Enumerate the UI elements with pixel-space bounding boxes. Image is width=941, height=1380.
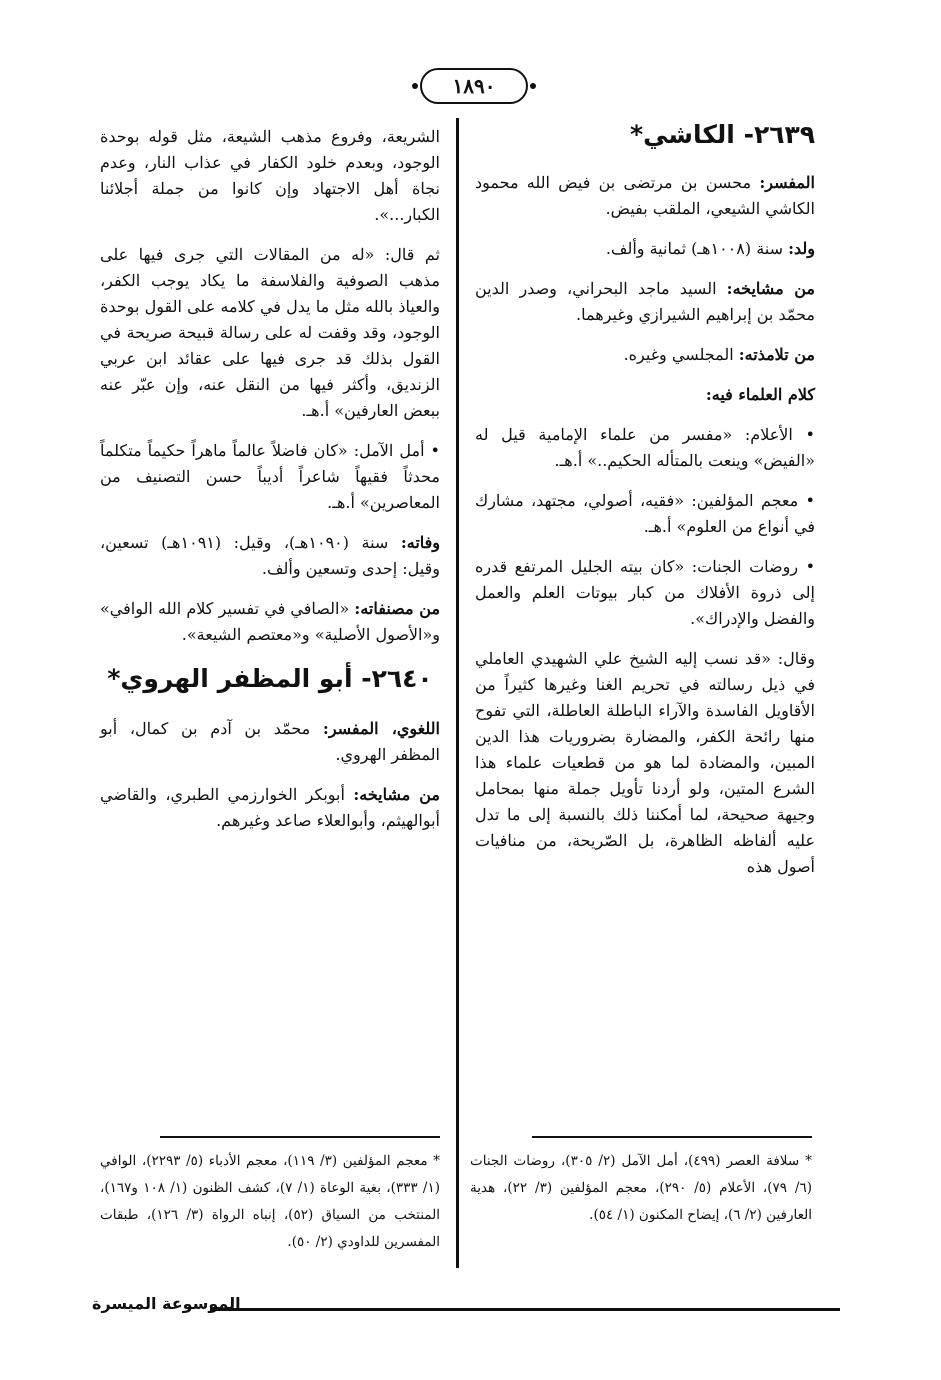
- paragraph-text: السيد ماجد البحراني، وصدر الدين محمّد بن إبراهيم الشيرازي وغيرهما.: [475, 279, 815, 324]
- paragraph-text: ثم قال: «له من المقالات التي جرى فيها على مذهب الصوفية والفلاسفة ما يكاد يوجب الكفر، والعياذ بالله مثل ما يدل في كلامه على القول بوحدة الوجود، وقد وقفت له على رسالة قبيحة صريحة في القول بذلك قد جرى فيها على عقائد ابن عربي الزنديق، وأكثر فيها من النقل عنه، وإن عبّر عنه ببعض العارفين» أ.هـ.: [100, 245, 440, 420]
- paragraph: [475, 488, 815, 540]
- paragraph: [100, 242, 440, 424]
- paragraph-label: وفاته:: [400, 533, 441, 552]
- paragraph: [475, 554, 815, 632]
- paragraph-text: • روضات الجنات: «كان بيته الجليل المرتفع قدره إلى ذروة الأفلاك من كبار بيوتات العلم والعمل والفضل والإدراك».: [475, 557, 815, 628]
- paragraph-text: وقال: «قد نسب إليه الشيخ علي الشهيدي العاملي في ذيل رسالته في تحريم الغنا وغيرها كثيراً من الأقاويل الفاسدة والآراء الباطلة العاطلة، التي تفوح منها رائحة الكفر، والمضارة بضروريات هذا الدين المبين، والمضادة لما هو من قطعيات علماء هذا الشرع المتين، ولو أردنا تأويل جملة منها بمحامل وجيهة صحيحة، لما أمكننا ذلك بالنسبة إلى ما تدل عليه ألفاظه الظاهرة، بل الصّريحة، من منافيات أصول هذه: [475, 649, 815, 876]
- paragraph: [475, 382, 815, 408]
- paragraph-text: • معجم المؤلفين: «فقيه، أصولي، مجتهد، مشارك في أنواع من العلوم» أ.هـ.: [475, 491, 815, 536]
- paragraph-text: «الصافي في تفسير كلام الله الوافي» و«الأصول الأصلية» و«معتصم الشيعة».: [100, 599, 440, 644]
- entry-heading-2640: ٢٦٤٠- أبو المظفر الهروي*: [107, 664, 433, 693]
- paragraph: [475, 170, 815, 222]
- paragraph-text: • الأعلام: «مفسر من علماء الإمامية قيل له «الفيض» وينعت بالمتأله الحكيم..» أ.هـ.: [475, 425, 815, 470]
- right-column: [475, 118, 815, 894]
- column-divider: [456, 118, 459, 1268]
- paragraph-text: سنة (١٠٠٨هـ) ثمانية وألف.: [605, 239, 789, 258]
- paragraph: [475, 342, 815, 368]
- paragraph-text: الشريعة، وفروع مذهب الشيعة، مثل قوله بوحدة الوجود، وبعدم خلود الكفار في عذاب النار، وعدم نجاة أهل الاجتهاد وإن كانوا من جملة أجلائنا الكبار...».: [100, 127, 440, 224]
- paragraph-label: كلام العلماء فيه:: [705, 385, 815, 404]
- footnote-right: * سلافة العصر (٤٩٩)، أمل الآمل (٢/ ٣٠٥)، روضات الجنات (٦/ ٧٩)، الأعلام (٥/ ٢٩٠)، معجم المؤلفين (٣/ ٢٢)، هدية العارفين (٢/ ٦)، إيضاح المكنون (١/ ٥٤).: [470, 1153, 812, 1223]
- paragraph-label: ولد:: [788, 239, 815, 258]
- paragraph: [100, 782, 440, 834]
- paragraph-label: من تلامذته:: [738, 345, 815, 364]
- paragraph: [475, 236, 815, 262]
- paragraph-text: محمّد بن آدم بن كمال، أبو المظفر الهروي.: [100, 719, 440, 764]
- paragraph: [100, 124, 440, 228]
- footnote-rule-right: [532, 1136, 812, 1138]
- page-number: ١٨٩٠: [420, 68, 528, 104]
- footnote-left: * معجم المؤلفين (٣/ ١١٩)، معجم الأدباء (٥/ ٢٢٩٣)، الوافي (١/ ٣٣٣)، بغية الوعاة (١/ ٧)، كشف الظنون (١/ ١٠٨ و١٦٧)، المنتخب من السياق (٥٢)، إنباه الرواة (٣/ ١٢٦)، طبقات المفسرين للداودي (٢/ ٥٠).: [100, 1153, 440, 1250]
- paragraph-label: من مصنفاته:: [354, 599, 441, 618]
- paragraph-text: المجلسي وغيره.: [623, 345, 739, 364]
- footer-title: الموسوعة الميسرة: [92, 1294, 241, 1313]
- paragraph-label: من مشايخه:: [353, 785, 440, 804]
- footnote-rule-left: [160, 1136, 440, 1138]
- paragraph-text: • أمل الآمل: «كان فاضلاً عالماً ماهراً حكيماً متكلماً محدثاً فقيهاً شاعراً أديباً حسن التصنيف من المعاصرين» أ.هـ.: [100, 441, 440, 512]
- footer-rule: [210, 1308, 840, 1311]
- paragraph-label: اللغوي، المفسر:: [322, 719, 441, 738]
- paragraph: [475, 422, 815, 474]
- paragraph: [100, 596, 440, 648]
- paragraph: [475, 276, 815, 328]
- paragraph: [100, 716, 440, 768]
- paragraph-label: من مشايخه:: [726, 279, 815, 298]
- paragraph: [100, 530, 440, 582]
- entry-heading-2639: ٢٦٣٩- الكاشي*: [630, 120, 815, 149]
- paragraph: [475, 646, 815, 880]
- paragraph-text: محسن بن مرتضى بن فيض الله محمود الكاشي الشيعي، الملقب بفيض.: [475, 173, 815, 218]
- left-column: [100, 124, 440, 848]
- paragraph-text: سنة (١٠٩٠هـ)، وقيل: (١٠٩١هـ) تسعين، وقيل: إحدى وتسعين وألف.: [100, 533, 440, 578]
- paragraph-text: أبوبكر الخوارزمي الطبري، والقاضي أبوالهيثم، وأبوالعلاء صاعد وغيرهم.: [100, 785, 440, 830]
- paragraph: [100, 438, 440, 516]
- paragraph-label: المفسر:: [759, 173, 815, 192]
